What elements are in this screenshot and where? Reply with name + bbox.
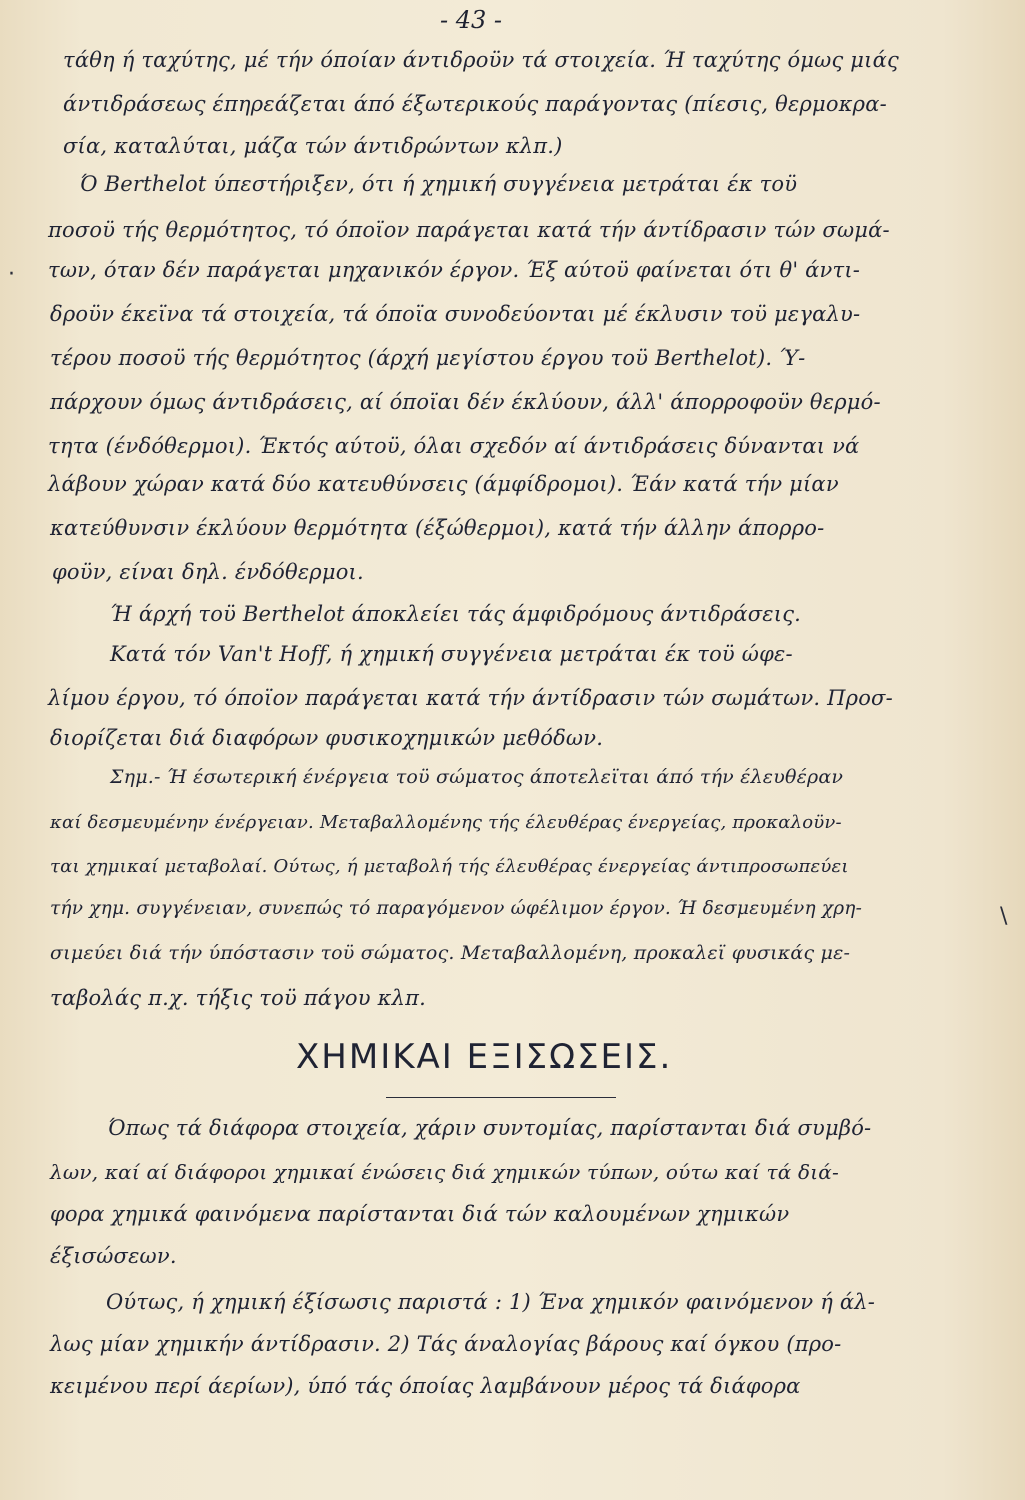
section-heading: ΧΗΜΙΚΑΙ ΕΞΙΣΩΣΕΙΣ. [296,1037,673,1077]
text-line: τητα (ένδόθερμοι). Έκτός αύτοϋ, όλαι σχεδόν αί άντιδράσεις δύνανται νά [48,434,860,458]
text-line: Ούτως, ή χημική έξίσωσις παριστά : 1) Ένα χημικόν φαινόμενον ή άλ- [106,1290,876,1314]
text-line: Όπως τά διάφορα στοιχεία, χάριν συντομίας, παρίστανται διά συμβό- [108,1116,872,1140]
text-line: λως μίαν χημικήν άντίδρασιν. 2) Τάς άναλογίας βάρους καί όγκου (προ- [50,1332,842,1356]
text-line: λίμου έργου, τό όποϊον παράγεται κατά τήν άντίδρασιν τών σωμάτων. Προσ- [48,686,893,710]
text-line: σιμεύει διά τήν ύπόστασιν τοϋ σώματος. Μεταβαλλομένη, προκαλεϊ φυσικάς με- [50,942,851,964]
text-line: φοϋν, είναι δηλ. ένδόθερμοι. [52,560,364,584]
text-line: των, όταν δέν παράγεται μηχανικόν έργον. Έξ αύτοϋ φαίνεται ότι θ' άντι- [48,258,861,282]
text-line: τήν χημ. συγγένειαν, συνεπώς τό παραγόμενον ώφέλιμον έργον. Ή δεσμευμένη χρη- [50,898,863,919]
margin-mark: · [8,262,15,287]
text-line: τέρου ποσοϋ τής θερμότητος (άρχή μεγίστου έργου τοϋ Berthelot). Ύ- [50,346,806,370]
text-line: καί δεσμευμένην ένέργειαν. Μεταβαλλομένης τής έλευθέρας ένεργείας, προκαλοϋν- [50,812,842,833]
text-line: Κατά τόν Van't Hoff, ή χημική συγγένεια μετράται έκ τοϋ ώφε- [110,642,793,666]
text-line: λων, καί αί διάφοροι χημικαί ένώσεις διά χημικών τύπων, ούτω καί τά διά- [50,1160,839,1184]
text-line: Σημ.- Ή έσωτερική ένέργεια τοϋ σώματος άποτελεϊται άπό τήν έλευθέραν [110,766,844,788]
text-line: ταβολάς π.χ. τήξις τοϋ πάγου κλπ. [50,986,426,1010]
text-line: Ή άρχή τοϋ Berthelot άποκλείει τάς άμφιδρόμους άντιδράσεις. [110,602,802,626]
margin-mark: \ [1000,904,1008,929]
text-line: δροϋν έκεϊνα τά στοιχεία, τά όποϊα συνοδεύονται μέ έκλυσιν τοϋ μεγαλυ- [50,302,861,326]
text-line: ποσοϋ τής θερμότητος, τό όποϊον παράγεται κατά τήν άντίδρασιν τών σωμά- [48,218,890,242]
text-line: διορίζεται διά διαφόρων φυσικοχημικών μεθόδων. [50,726,604,750]
heading-underline [386,1097,616,1098]
text-line: σία, καταλύται, μάζα τών άντιδρώντων κλπ.) [63,134,563,158]
text-line: κειμένου περί άερίων), ύπό τάς όποίας λαμβάνουν μέρος τά διάφορα [50,1374,801,1398]
text-line: Ό Berthelot ύπεστήριξεν, ότι ή χημική συγγένεια μετράται έκ τοϋ [80,172,798,196]
text-line: φορα χημικά φαινόμενα παρίστανται διά τών καλουμένων χημικών [50,1202,790,1226]
text-line: λάβουν χώραν κατά δύο κατευθύνσεις (άμφίδρομοι). Έάν κατά τήν μίαν [48,472,839,496]
text-line: κατεύθυνσιν έκλύουν θερμότητα (έξώθερμοι), κατά τήν άλλην άπορρο- [50,516,825,540]
text-line: έξισώσεων. [50,1244,177,1268]
page-number: - 43 - [440,6,503,34]
text-line: πάρχουν όμως άντιδράσεις, αί όποϊαι δέν έκλύουν, άλλ' άπορροφοϋν θερμό- [50,390,881,414]
text-line: τάθη ή ταχύτης, μέ τήν όποίαν άντιδροϋν τά στοιχεία. Ή ταχύτης όμως μιάς [63,48,899,72]
text-line: ται χημικαί μεταβολαί. Ούτως, ή μεταβολή τής έλευθέρας ένεργείας άντιπροσωπεύει [50,856,849,877]
text-line: άντιδράσεως έπηρεάζεται άπό έξωτερικούς παράγοντας (πίεσις, θερμοκρα- [63,92,887,116]
